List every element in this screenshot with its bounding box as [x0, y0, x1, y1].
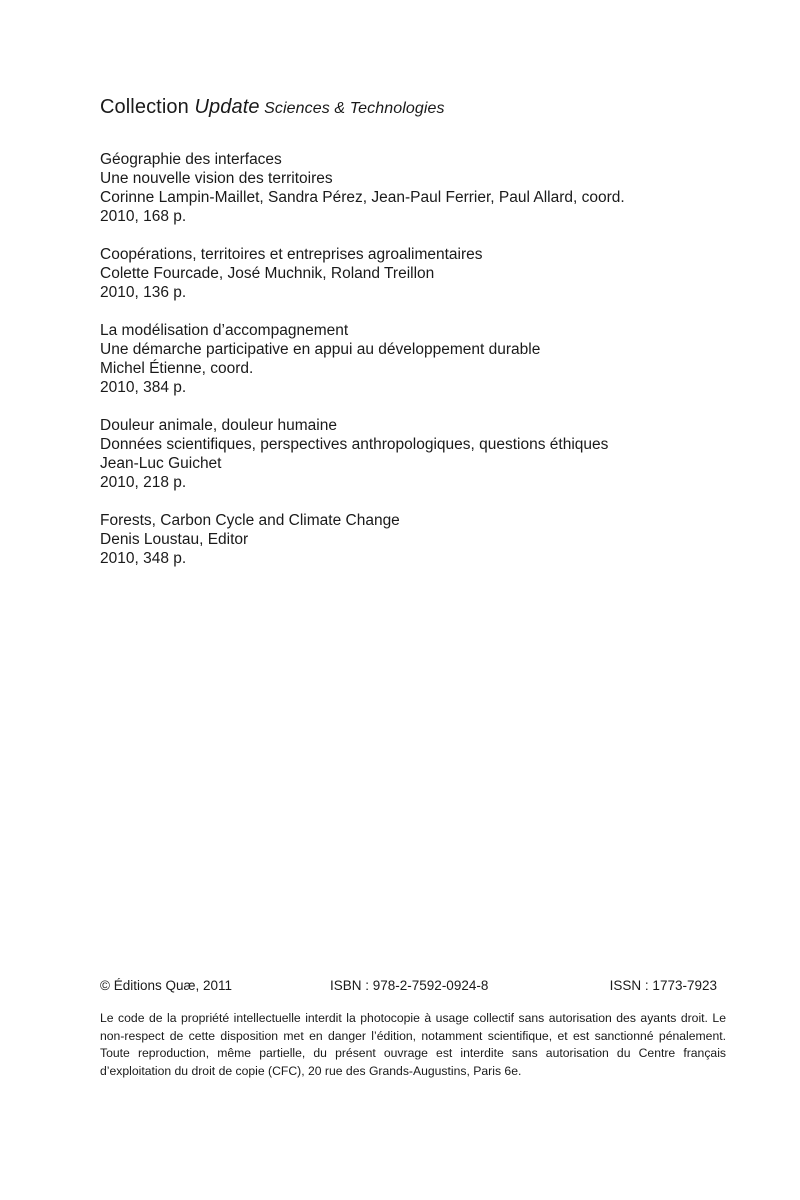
book-line: Corinne Lampin-Maillet, Sandra Pérez, Jean-Paul Ferrier, Paul Allard, coord.: [100, 189, 625, 206]
book-entry: [100, 245, 726, 302]
book-line: 2010, 384 p.: [100, 379, 187, 396]
publication-info: [100, 978, 717, 996]
book-line: Une nouvelle vision des territoires: [100, 170, 333, 187]
collection-name: Update: [194, 96, 260, 118]
book-line: Colette Fourcade, José Muchnik, Roland Treillon: [100, 265, 435, 282]
page: [100, 0, 726, 1200]
book-line: Denis Loustau, Editor: [100, 531, 249, 548]
book-line: Michel Étienne, coord.: [100, 360, 254, 377]
book-line: Données scientifiques, perspectives anthropologiques, questions éthiques: [100, 436, 609, 453]
isbn: ISBN : 978-2-7592-0924-8: [330, 978, 489, 993]
book-entry: [100, 150, 726, 226]
issn: ISSN : 1773-7923: [609, 978, 717, 993]
book-line: 2010, 218 p.: [100, 474, 187, 491]
footer: [100, 978, 726, 1092]
collection-prefix: Collection: [100, 96, 195, 118]
collection-header: [100, 96, 445, 119]
book-line: 2010, 136 p.: [100, 284, 187, 301]
book-line: Une démarche participative en appui au développement durable: [100, 341, 541, 358]
book-entry: [100, 416, 726, 492]
book-line: 2010, 168 p.: [100, 208, 187, 225]
book-title: Coopérations, territoires et entreprises agroalimentaires: [100, 246, 483, 263]
book-line: 2010, 348 p.: [100, 550, 187, 567]
collection-subtitle: Sciences & Technologies: [259, 100, 445, 117]
book-title: La modélisation d’accompagnement: [100, 322, 349, 339]
book-title: Douleur animale, douleur humaine: [100, 417, 337, 434]
copyright-notice: © Éditions Quæ, 2011: [100, 978, 233, 993]
book-title: Forests, Carbon Cycle and Climate Change: [100, 512, 400, 529]
book-entry: [100, 511, 726, 568]
legal-notice: Le code de la propriété intellectuelle interdit la photocopie à usage collectif sans autorisation des ayants droit. Le non-respect de cette disposition met en danger l’édition, notamment scientifique, et est sanctionné pénalement. Toute reproduction, même partielle, du présent ouvrage est interdite sans autorisation du Centre français d’exploitation du droit de copie (CFC), 20 rue des Grands-Augustins, Paris 6e.: [100, 1011, 726, 1078]
book-line: Jean-Luc Guichet: [100, 455, 222, 472]
book-title: Géographie des interfaces: [100, 151, 282, 168]
book-list: [100, 150, 726, 587]
book-entry: [100, 321, 726, 397]
